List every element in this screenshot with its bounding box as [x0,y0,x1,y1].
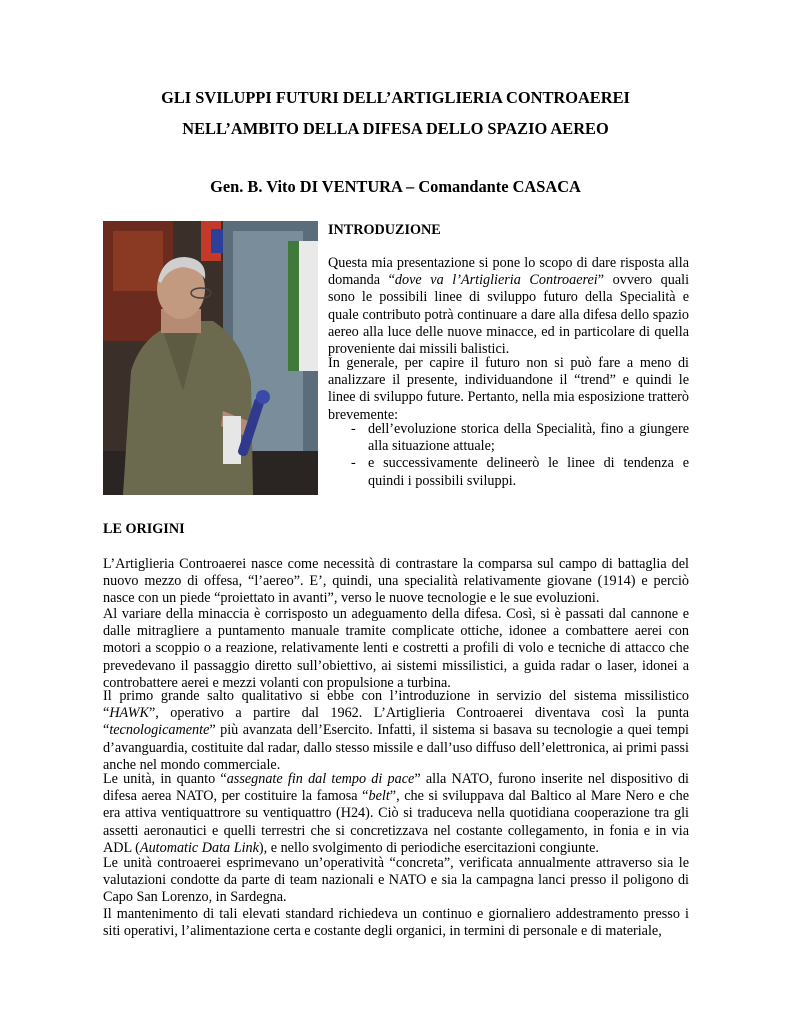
origini-paragraph-4: Le unità, in quanto “assegnate fin dal tempo di pace” alla NATO, furono inserite nel dispositivo di difesa aerea NATO, per costituire la famosa “belt”, che si sviluppava dal Baltico al Mare Nero e che era attiva ventiquattrore su ventiquattro (H24). Ciò si traduceva nella quotidiana cooperazione tra gli assetti aeronautici e quelli terrestri che si concretizzava nel costante collegamento, in fonia e in via ADL (Automatic Data Link), e nello svolgimento di periodiche esercitazioni congiunte. [103,771,689,856]
intro-paragraph-1: Questa mia presentazione si pone lo scopo di dare risposta alla domanda “dove va l’Artiglieria Controaerei” ovvero quali sono le possibili linee di sviluppo futuro della Specialità e quale contributo potrà continuare a dare alla difesa dello spazio aereo alla luce delle nuove minacce, ed in particolare di quella proveniente dai missili balistici. [328,255,690,358]
origini-paragraph-1: L’Artiglieria Controaerei nasce come necessità di contrastare la comparsa sul campo di battaglia del nuovo mezzo di offesa, “l’aereo”. E’, quindi, una specialità relativamente giovane (1914) e perciò nasce con un piede “proiettato in avanti”, verso le nuove tecnologie e le sue evoluzioni. [103,556,689,607]
title-line-2: NELL’AMBITO DELLA DIFESA DELLO SPAZIO AEREO [182,119,609,138]
origini-paragraph-5: Le unità controaerei esprimevano un’operatività “concreta”, verificata annualmente attraverso sia le valutazioni condotte da parte di team nazionali e NATO e sia la campagna lanci presso il poligono di Capo San Lorenzo, in Sardegna. [103,855,689,906]
author-line: Gen. B. Vito DI VENTURA – Comandante CASACA [210,177,581,196]
intro-paragraph-2: In generale, per capire il futuro non si può fare a meno di analizzare il presente, individuandone il “trend” e quindi le linee di sviluppo future. Pertanto, nella mia esposizione tratterò brevemente: [328,355,689,423]
origini-paragraph-3: Il primo grande salto qualitativo si ebbe con l’introduzione in servizio del sistema missilistico “HAWK”, operativo a partire dal 1962. L’Artiglieria Controaerei diventava così la punta “tecnologicamente” più avanzata dell’Esercito. Infatti, il sistema si basava su tecnologie a quei tempi d’avanguardia, costituite dal radar, dallo stesso missile e dall’uso diffuso dell’elettronica, ai primi passi anche nel mondo commerciale. [103,688,689,773]
origini-paragraph-6: Il mantenimento di tali elevati standard richiedeva un continuo e giornaliero addestramento presso i siti operativi, l’alimentazione certa e costante degli organici, in termini di personale e di materiale, [103,906,689,940]
speaker-photo [103,221,318,495]
title-line-1: GLI SVILUPPI FUTURI DELL’ARTIGLIERIA CONTROAEREI [161,88,630,107]
intro-heading: INTRODUZIONE [328,222,441,238]
origini-paragraph-2: Al variare della minaccia è corrisposto un adeguamento della difesa. Così, si è passati dal cannone e dalle mitragliere a puntamento manuale tramite complicate ottiche, idonee a combattere aerei con motori a scoppio o a reazione, relativamente lenti e costretti a profili di volo e tecniche di attacco che prevedevano il passaggio diretto sull’obiettivo, ai sistemi missilistici, a guida radar o laser, idonei a controbattere aerei e mezzi volanti con propulsione a turbina. [103,606,689,691]
origini-heading: LE ORIGINI [103,521,185,537]
list-item: - e successivamente delineerò le linee di tendenza e quindi i possibili sviluppi. [351,455,689,489]
intro-bullet-list [328,421,689,490]
list-item: - dell’evoluzione storica della Specialità, fino a giungere alla situazione attuale; [351,421,689,455]
